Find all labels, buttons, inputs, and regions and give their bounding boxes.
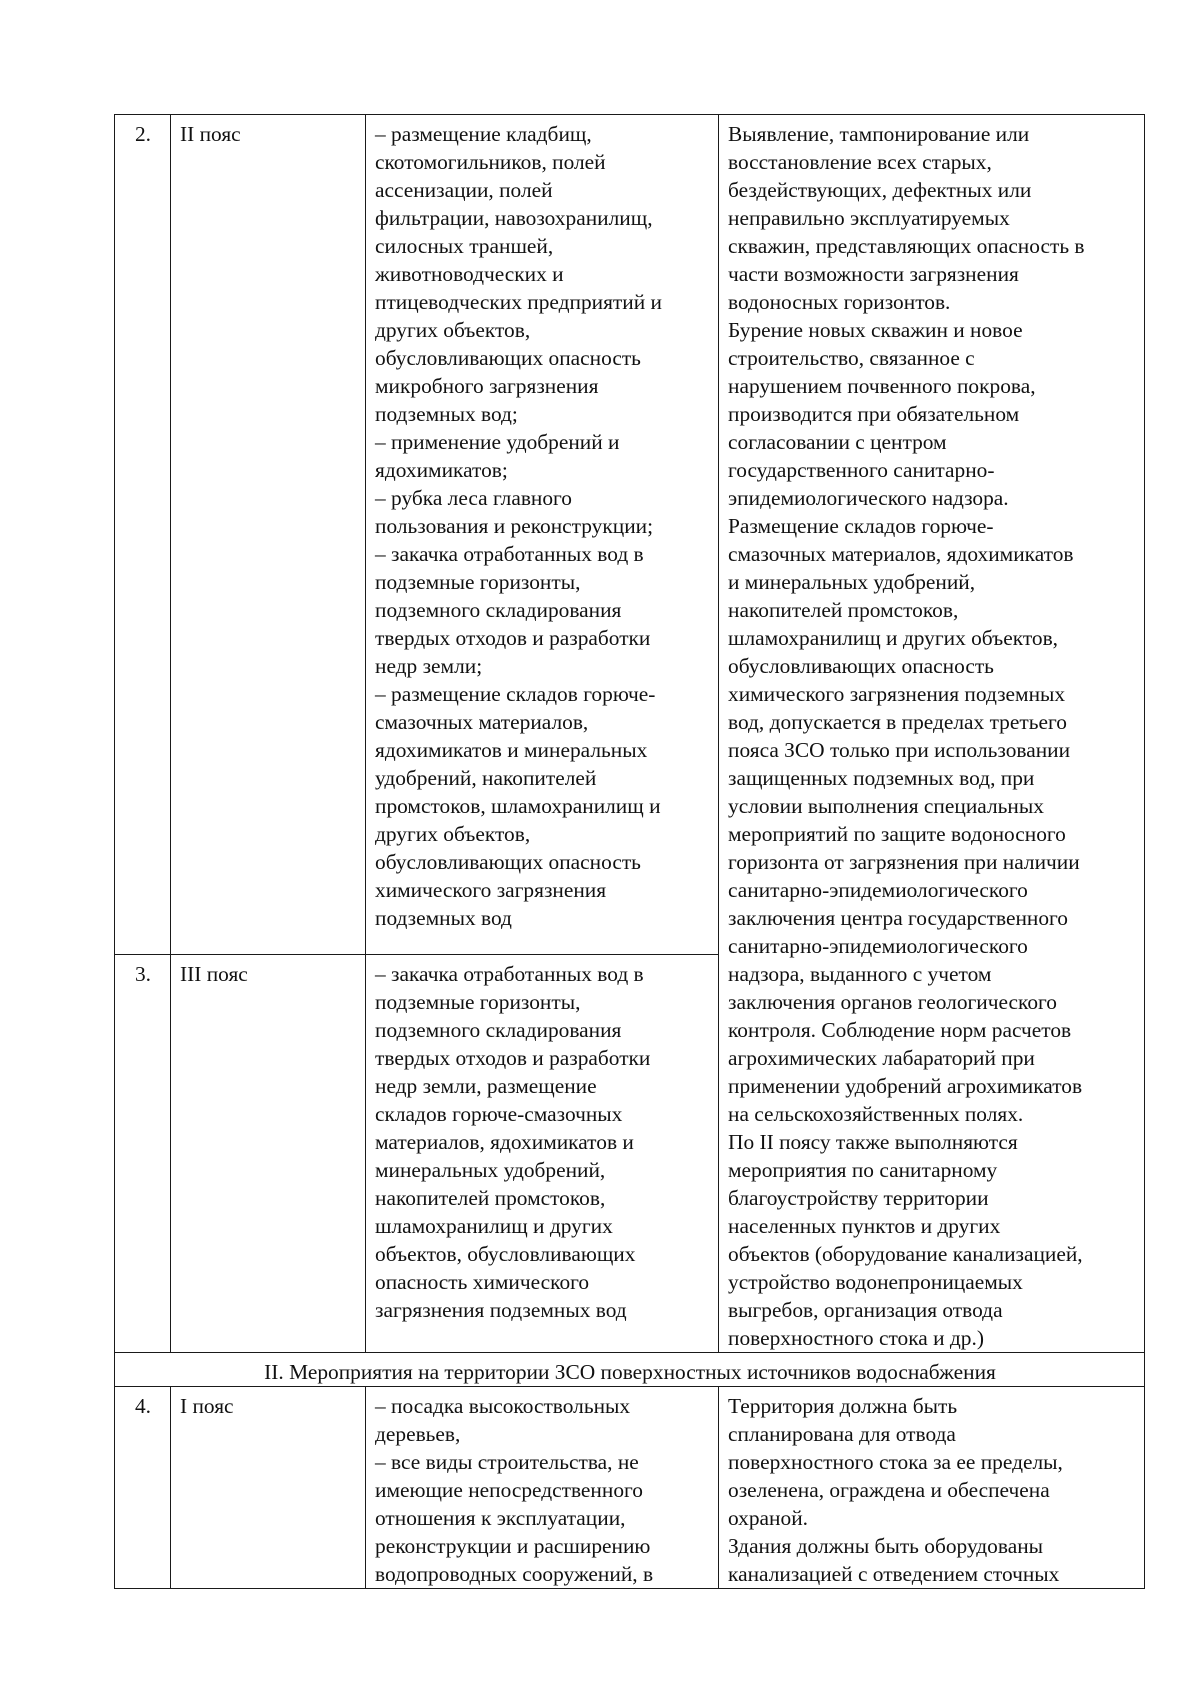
text-line: накопителей промстоков, (728, 598, 959, 622)
measures-list (728, 1392, 1136, 1588)
text-line: согласовании с центром (728, 430, 947, 454)
text-line: фильтрации, навозохранилищ, (375, 206, 653, 230)
text-line: обусловливающих опасность (375, 346, 641, 370)
text-line: объектов (оборудование канализацией, (728, 1242, 1083, 1266)
text-line: горизонта от загрязнения при наличии (728, 850, 1080, 874)
measures-cell (719, 1387, 1145, 1589)
text-line: заключения органов геологического (728, 990, 1057, 1014)
text-line: применении удобрений агрохимикатов (728, 1074, 1083, 1098)
text-line: Территория должна быть (728, 1394, 958, 1418)
text-line: охраной. (728, 1506, 808, 1530)
text-line: и минеральных удобрений, (728, 570, 976, 594)
text-line: – закачка отработанных вод в (375, 542, 644, 566)
text-line: мероприятий по защите водоносного (728, 822, 1066, 846)
text-line: шламохранилищ и других объектов, (728, 626, 1059, 650)
text-line: промстоков, шламохранилищ и (375, 794, 661, 818)
row-number: 2. (115, 115, 171, 955)
text-line: строительство, связанное с (728, 346, 975, 370)
text-line: ядохимикатов; (375, 458, 508, 482)
text-line: скважин, представляющих опасность в (728, 234, 1085, 258)
prohibited-cell (366, 1387, 719, 1589)
text-line: спланирована для отвода (728, 1422, 956, 1446)
text-line: заключения центра государственного (728, 906, 1068, 930)
text-line: мероприятия по санитарному (728, 1158, 998, 1182)
text-line: силосных траншей, (375, 234, 554, 258)
text-line: Здания должны быть оборудованы (728, 1534, 1044, 1558)
text-line: объектов, обусловливающих (375, 1241, 636, 1266)
measures-cell (719, 115, 1145, 1353)
text-line: санитарно-эпидемиологического (728, 878, 1028, 902)
text-line: недр земли, размещение (375, 1073, 597, 1098)
text-line: условии выполнения специальных (728, 794, 1044, 818)
text-line: реконструкции и расширению (375, 1534, 651, 1558)
text-line: твердых отходов и разработки (375, 1045, 651, 1070)
text-line: поверхностного стока за ее пределы, (728, 1450, 1063, 1474)
text-line: эпидемиологического надзора. (728, 486, 1009, 510)
text-line: смазочных материалов, ядохимикатов (728, 542, 1074, 566)
prohibited-list (375, 960, 710, 1324)
text-line: По II поясу также выполняются (728, 1130, 1018, 1154)
text-line: ассенизации, полей (375, 178, 553, 202)
measures-list (728, 120, 1136, 1352)
row-number: 3. (115, 954, 171, 1352)
text-line: подземных вод; (375, 402, 518, 426)
text-line: птицеводческих предприятий и (375, 290, 662, 314)
text-line: государственного санитарно- (728, 458, 995, 482)
text-line: химического загрязнения подземных (728, 682, 1066, 706)
text-line: агрохимических лабараторий при (728, 1046, 1035, 1070)
text-line: ядохимикатов и минеральных (375, 738, 648, 762)
zone-label: II пояс (171, 115, 366, 955)
text-line: производится при обязательном (728, 402, 1020, 426)
text-line: нарушением почвенного покрова, (728, 374, 1036, 398)
prohibited-cell (366, 954, 719, 1352)
text-line: животноводческих и (375, 262, 564, 286)
table-row (115, 1387, 1145, 1589)
text-line: санитарно-эпидемиологического (728, 934, 1028, 958)
text-line: надзора, выданного с учетом (728, 962, 992, 986)
text-line: неправильно эксплуатируемых (728, 206, 1010, 230)
zone-label: III пояс (171, 954, 366, 1352)
text-line: других объектов, (375, 318, 531, 342)
document-table (114, 114, 1145, 1589)
text-line: – рубка леса главного (375, 486, 572, 510)
text-line: Выявление, тампонирование или (728, 122, 1030, 146)
text-line: обусловливающих опасность (375, 850, 641, 874)
text-line: Бурение новых скважин и новое (728, 318, 1023, 342)
text-line: твердых отходов и разработки (375, 626, 651, 650)
text-line: выгребов, организация отвода (728, 1298, 1003, 1322)
text-line: накопителей промстоков, (375, 1185, 606, 1210)
text-line: водоносных горизонтов. (728, 290, 951, 314)
text-line: микробного загрязнения (375, 374, 599, 398)
text-line: контроля. Соблюдение норм расчетов (728, 1018, 1072, 1042)
text-line: озеленена, ограждена и обеспечена (728, 1478, 1050, 1502)
text-line: – закачка отработанных вод в (375, 961, 644, 986)
text-line: – размещение кладбищ, (375, 122, 592, 146)
text-line: химического загрязнения (375, 878, 607, 902)
text-line: имеющие непосредственного (375, 1478, 643, 1502)
text-line: подземного складирования (375, 598, 622, 622)
text-line: других объектов, (375, 822, 531, 846)
text-line: смазочных материалов, (375, 710, 589, 734)
text-line: канализацией с отведением сточных (728, 1562, 1060, 1586)
text-line: бездействующих, дефектных или (728, 178, 1032, 202)
text-line: – все виды строительства, не (375, 1450, 639, 1474)
text-line: благоустройству территории (728, 1186, 989, 1210)
text-line: вод, допускается в пределах третьего (728, 710, 1067, 734)
text-line: загрязнения подземных вод (375, 1297, 627, 1322)
text-line: материалов, ядохимикатов и (375, 1129, 634, 1154)
text-line: удобрений, накопителей (375, 766, 597, 790)
section-row (115, 1353, 1145, 1387)
text-line: отношения к эксплуатации, (375, 1506, 626, 1530)
table-row (115, 115, 1145, 955)
text-line: – применение удобрений и (375, 430, 620, 454)
text-line: опасность химического (375, 1269, 590, 1294)
text-line: подземных вод (375, 906, 512, 930)
text-line: поверхностного стока и др.) (728, 1326, 984, 1350)
text-line: минеральных удобрений, (375, 1157, 606, 1182)
text-line: на сельскохозяйственных полях. (728, 1102, 1024, 1126)
text-line: водопроводных сооружений, в (375, 1562, 654, 1586)
prohibited-list (375, 120, 710, 932)
text-line: подземного складирования (375, 1017, 622, 1042)
text-line: подземные горизонты, (375, 989, 581, 1014)
text-line: складов горюче-смазочных (375, 1101, 623, 1126)
zone-label: I пояс (171, 1387, 366, 1589)
text-line: защищенных подземных вод, при (728, 766, 1035, 790)
text-line: – посадка высокоствольных (375, 1394, 631, 1418)
text-line: пользования и реконструкции; (375, 514, 654, 538)
text-line: деревьев, (375, 1422, 461, 1446)
text-line: пояса ЗСО только при использовании (728, 738, 1071, 762)
text-line: Размещение складов горюче- (728, 514, 994, 538)
text-line: устройство водонепроницаемых (728, 1270, 1023, 1294)
text-line: – размещение складов горюче- (375, 682, 656, 706)
text-line: скотомогильников, полей (375, 150, 606, 174)
prohibited-list (375, 1392, 710, 1588)
text-line: населенных пунктов и других (728, 1214, 1001, 1238)
text-line: части возможности загрязнения (728, 262, 1019, 286)
text-line: шламохранилищ и других (375, 1213, 613, 1238)
text-line: обусловливающих опасность (728, 654, 994, 678)
text-line: недр земли; (375, 654, 483, 678)
row-number: 4. (115, 1387, 171, 1589)
section-title: II. Мероприятия на территории ЗСО поверхностных источников водоснабжения (115, 1353, 1145, 1387)
prohibited-cell (366, 115, 719, 955)
text-line: восстановление всех старых, (728, 150, 992, 174)
text-line: подземные горизонты, (375, 570, 581, 594)
